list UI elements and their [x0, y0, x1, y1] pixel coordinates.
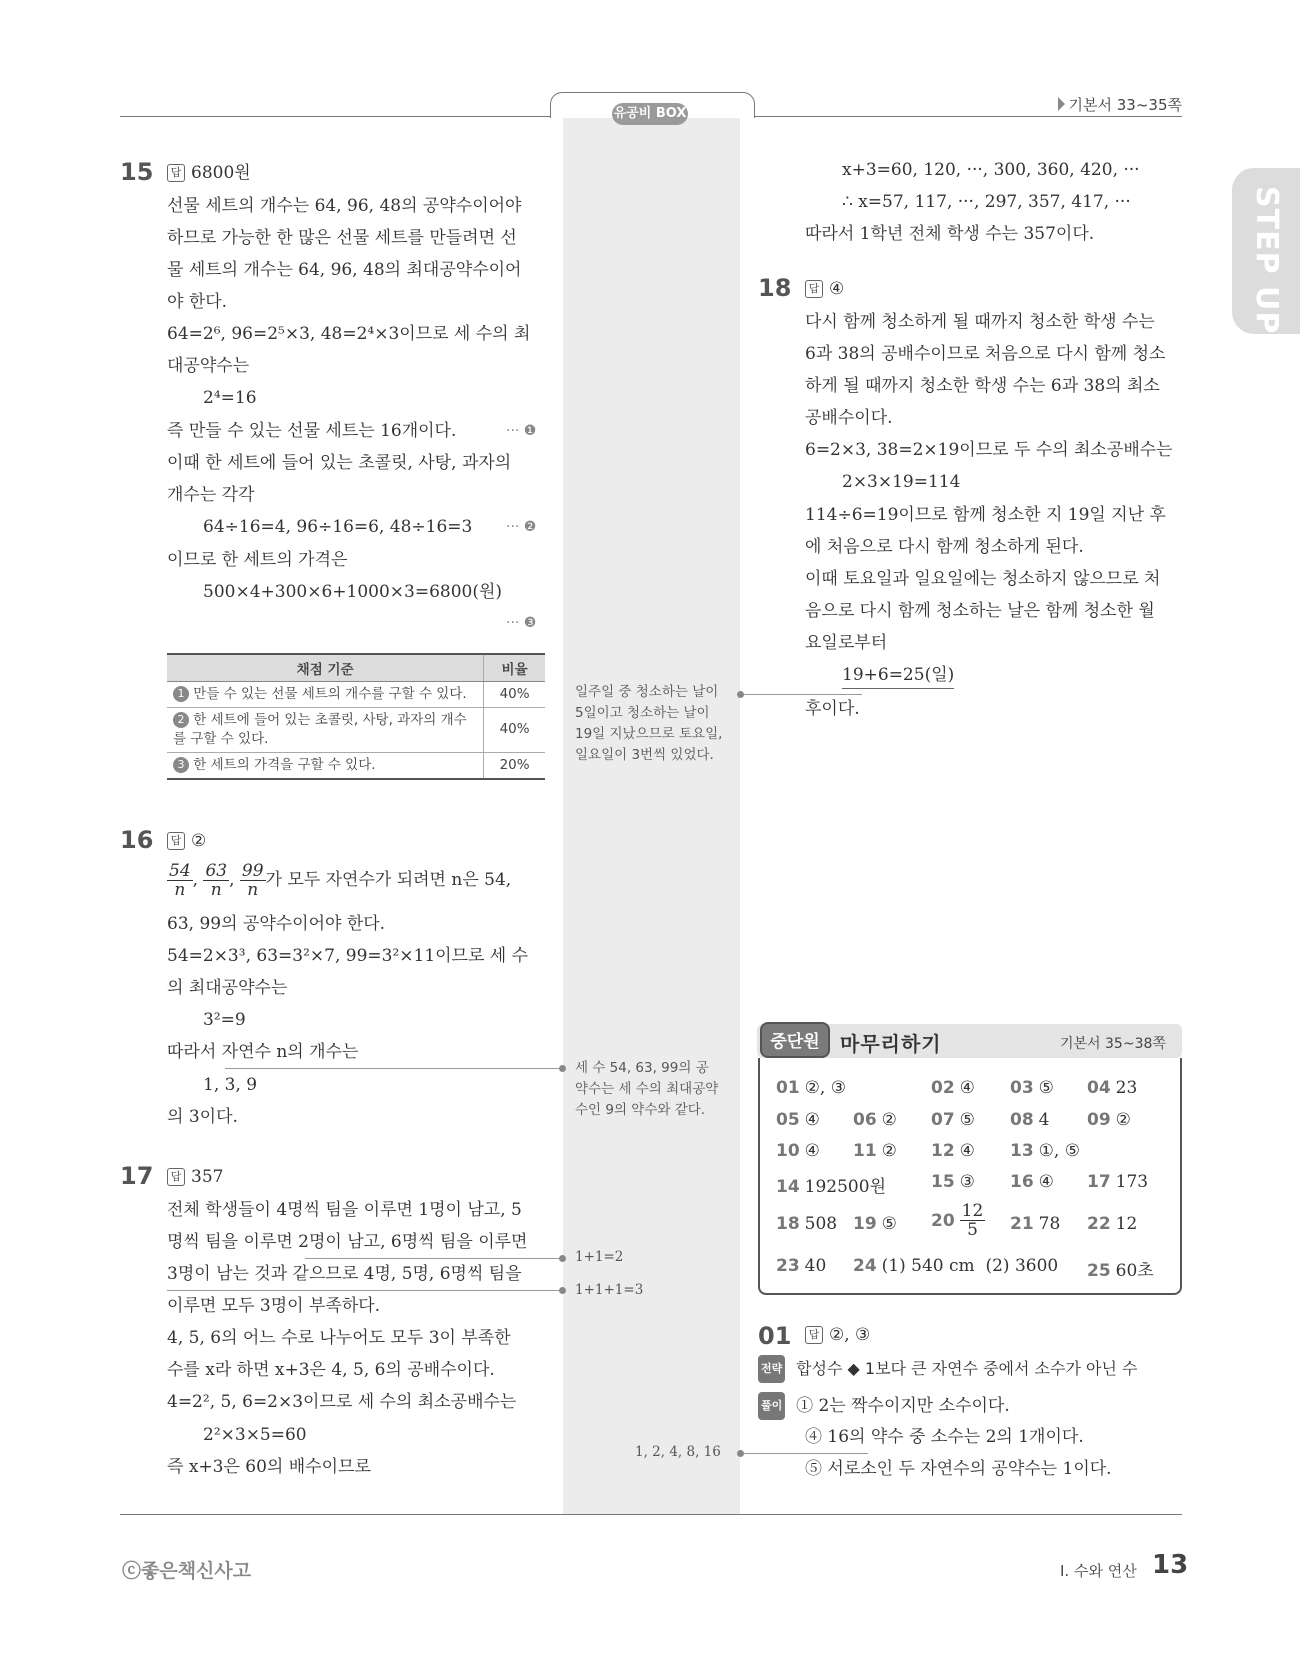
text-line: 명씩 팀을 이루면 2명이 남고, 6명씩 팀을 이루면 — [167, 1232, 528, 1252]
text-line: ⑤ 서로소인 두 자연수의 공약수는 1이다. — [805, 1459, 1112, 1479]
strategy-line — [758, 1355, 1137, 1383]
text-line: 즉 x+3은 60의 배수이므로 — [167, 1457, 371, 1477]
text-line: 요일로부터 — [805, 633, 888, 653]
answer-item: 18 508 — [776, 1214, 838, 1234]
fraction-numerator: 54 — [169, 861, 191, 881]
text-line: 이때 한 세트에 들어 있는 초콜릿, 사탕, 과자의 — [167, 453, 512, 473]
connector-line — [744, 694, 862, 695]
text-line: 후이다. — [805, 699, 860, 719]
strategy-tag: 전략 — [758, 1355, 785, 1383]
answer-item: 21 78 — [1010, 1214, 1061, 1234]
answer-item: 15 ③ — [931, 1172, 975, 1192]
answer-item: 22 12 — [1087, 1214, 1138, 1234]
side-note: 1, 2, 4, 8, 16 — [635, 1444, 721, 1460]
section-label: I. 수와 연산 — [1060, 1562, 1137, 1580]
footer-rule — [120, 1514, 1182, 1515]
table-cell: 40% — [484, 707, 545, 752]
equation-line: ∴ x=57, 117, ···, 297, 357, 417, ··· — [842, 192, 1131, 212]
side-note-line: 19일 지났으므로 토요일, — [575, 726, 723, 742]
connector-line — [225, 1068, 561, 1069]
answer-item: 02 ④ — [931, 1078, 975, 1098]
table-row — [167, 707, 545, 752]
text-line: 6과 38의 공배수이므로 처음으로 다시 함께 청소 — [805, 344, 1166, 364]
side-note — [575, 1058, 718, 1121]
answer-item: 08 4 — [1010, 1110, 1050, 1130]
text-line: 이루면 모두 3명이 부족하다. — [167, 1296, 381, 1316]
text-line: 개수는 각각 — [167, 485, 255, 505]
text-line: 이때 토요일과 일요일에는 청소하지 않으므로 처 — [805, 569, 1161, 589]
equation-line: 19+6=25(일) — [842, 662, 954, 689]
fraction-denominator: n — [210, 880, 222, 900]
fraction — [203, 862, 229, 899]
answer-line — [167, 1164, 223, 1190]
answer-item: 12 ④ — [931, 1141, 975, 1161]
text-line: 야 한다. — [167, 292, 228, 312]
answer-item: 23 40 — [776, 1256, 827, 1276]
step-3-icon: 3 — [173, 757, 189, 773]
side-note-line: 약수는 세 수의 최대공약 — [575, 1081, 719, 1097]
answer-item: 11 ② — [853, 1141, 897, 1161]
summary-title: 마무리하기 — [840, 1032, 942, 1056]
answer-item: 13 ①, ⑤ — [1010, 1141, 1080, 1161]
text-line: 따라서 자연수 n의 개수는 — [167, 1042, 359, 1062]
equation-line: 2×3×19=114 — [842, 472, 961, 492]
fraction-denominator: n — [247, 880, 259, 900]
answer-item: 24 (1) 540 cm (2) 3600 — [853, 1256, 1059, 1276]
answer-icon: 답 — [805, 1326, 823, 1344]
problem-number: 01 — [758, 1322, 792, 1350]
answer-item: 20 $\frac{12}{5}$ — [931, 1201, 984, 1240]
answer-value: 6800원 — [191, 163, 251, 183]
text-line: 따라서 1학년 전체 학생 수는 357이다. — [805, 224, 1095, 244]
answer-item: 07 ⑤ — [931, 1110, 975, 1130]
table-header-ratio: 비율 — [484, 654, 545, 681]
text-line: 하므로 가능한 한 많은 선물 세트를 만들려면 선 — [167, 228, 517, 248]
step-1-icon: 1 — [173, 686, 189, 702]
side-note: 1+1+1=3 — [575, 1282, 644, 1298]
step-marker: ··· ❸ — [506, 615, 537, 631]
connector-dot — [559, 1065, 566, 1072]
text-line: 공배수이다. — [805, 408, 893, 428]
answer-icon: 답 — [167, 1168, 185, 1186]
text-line: 음으로 다시 함께 청소하는 날은 함께 청소한 월 — [805, 601, 1155, 621]
step-marker: ··· ❶ — [506, 423, 537, 439]
side-note-line: 세 수 54, 63, 99의 공 — [575, 1060, 709, 1076]
equation-line: 3²=9 — [203, 1010, 246, 1030]
text-line: 54=2×3³, 63=3²×7, 99=3²×11이므로 세 수 — [167, 946, 529, 966]
text-line: 63, 99의 공약수이어야 한다. — [167, 914, 386, 934]
problem-number: 16 — [120, 826, 154, 854]
table-cell: 40% — [484, 681, 545, 707]
text-line: 4=2², 5, 6=2×3이므로 세 수의 최소공배수는 — [167, 1392, 517, 1412]
answer-value: 357 — [191, 1167, 224, 1187]
table-cell: 한 세트의 가격을 구할 수 있다. — [193, 756, 376, 773]
equation-line: 64÷16=4, 96÷16=6, 48÷16=3 — [203, 517, 473, 537]
page-number: 13 — [1152, 1550, 1189, 1580]
text-line: 에 처음으로 다시 함께 청소하게 된다. — [805, 537, 1084, 557]
equation-line: 2²×3×5=60 — [203, 1425, 307, 1445]
fraction-denominator: 5 — [967, 1220, 978, 1240]
text-line: ④ 16의 약수 중 소수는 2의 1개이다. — [805, 1427, 1084, 1447]
text-line: 64=2⁶, 96=2⁵×3, 48=2⁴×3이므로 세 수의 최 — [167, 324, 531, 344]
table-cell: 만들 수 있는 선물 세트의 개수를 구할 수 있다. — [193, 685, 467, 702]
text-line: 대공약수는 — [167, 356, 250, 376]
answer-item: 19 ⑤ — [853, 1214, 897, 1234]
solution-line — [758, 1392, 1010, 1420]
equation-line: 500×4+300×6+1000×3=6800(원) — [203, 582, 503, 602]
answer-item: 04 23 — [1087, 1078, 1138, 1098]
answer-icon: 답 — [805, 280, 823, 298]
answer-item: 06 ② — [853, 1110, 897, 1130]
answer-line — [805, 1322, 870, 1348]
header-reference — [1058, 94, 1182, 115]
table-cell: 20% — [484, 752, 545, 779]
answer-icon: 답 — [167, 832, 185, 850]
text-line: 하게 될 때까지 청소한 학생 수는 6과 38의 최소 — [805, 376, 1160, 396]
chevron-right-icon — [1058, 97, 1065, 111]
connector-dot — [559, 1287, 566, 1294]
text-span: ① 2는 짝수이지만 소수이다. — [796, 1396, 1010, 1416]
answer-line — [167, 828, 206, 854]
problem-number: 15 — [120, 158, 154, 186]
connector-line — [744, 1453, 868, 1454]
text-line: 의 3이다. — [167, 1107, 238, 1127]
fraction-numerator: 63 — [205, 861, 228, 881]
connector-dot — [559, 1255, 566, 1262]
side-note-line: 일요일이 3번씩 있었다. — [575, 747, 714, 763]
text-line: 즉 만들 수 있는 선물 세트는 16개이다. — [167, 421, 457, 441]
grading-table — [167, 653, 545, 780]
connector-dot — [737, 1450, 744, 1457]
answer-value: ②, ③ — [829, 1325, 871, 1345]
side-note-line: 5일이고 청소하는 날이 — [575, 705, 710, 721]
text-line: 이므로 한 세트의 가격은 — [167, 550, 348, 570]
fraction-denominator: n — [174, 880, 186, 900]
text-line: 114÷6=19이므로 함께 청소한 지 19일 지난 후 — [805, 505, 1166, 525]
table-header-criteria: 채점 기준 — [167, 654, 484, 681]
connector-line — [305, 1258, 561, 1259]
table-row — [167, 681, 545, 707]
text-line: 3명이 남는 것과 같으므로 4명, 5명, 6명씩 팀을 — [167, 1264, 522, 1284]
box-label: 유공비 BOX — [612, 103, 688, 125]
text-line: 물 세트의 개수는 64, 96, 48의 최대공약수이어 — [167, 260, 522, 280]
connector-line — [167, 1290, 561, 1291]
step-up-label: STEP UP — [1249, 186, 1284, 335]
connector-dot — [737, 691, 744, 698]
fraction-numerator: 99 — [241, 861, 264, 881]
text-line: 의 최대공약수는 — [167, 978, 288, 998]
summary-badge: 중단원 — [760, 1022, 830, 1058]
fraction-numerator: 12 — [961, 1201, 984, 1221]
strategy-text: 합성수 ◆ 1보다 큰 자연수 중에서 소수가 아닌 수 — [796, 1359, 1138, 1378]
side-note-line: 일주일 중 청소하는 날이 — [575, 684, 719, 700]
table-cell: 한 세트에 들어 있는 초콜릿, 사탕, 과자의 개수를 구할 수 있다. — [173, 711, 467, 747]
answer-item: 16 ④ — [1010, 1172, 1054, 1192]
equation-line: x+3=60, 120, ···, 300, 360, 420, ··· — [842, 160, 1140, 180]
side-note-column — [563, 118, 740, 1514]
text-line: 4, 5, 6의 어느 수로 나누어도 모두 3이 부족한 — [167, 1328, 511, 1348]
text-line: 선물 세트의 개수는 64, 96, 48의 공약수이어야 — [167, 196, 522, 216]
text-span: 가 모두 자연수가 되려면 n은 54, — [265, 870, 512, 890]
text-line: 전체 학생들이 4명씩 팀을 이루면 1명이 남고, 5 — [167, 1200, 522, 1220]
answer-item: 01 ②, ③ — [776, 1078, 846, 1098]
problem-number: 18 — [758, 274, 792, 302]
equation-line: 2⁴=16 — [203, 388, 257, 408]
answer-item: 05 ④ — [776, 1110, 820, 1130]
fraction — [240, 862, 266, 899]
solution-tag: 풀이 — [758, 1392, 785, 1420]
answer-item: 25 60초 — [1087, 1261, 1154, 1281]
side-note: 1+1=2 — [575, 1249, 624, 1265]
equation-line: 1, 3, 9 — [203, 1075, 258, 1095]
answer-item: 10 ④ — [776, 1141, 820, 1161]
step-marker: ··· ❷ — [506, 519, 537, 535]
answer-line — [167, 160, 251, 186]
header-rule-left — [120, 116, 552, 117]
answer-item: 14 192500원 — [776, 1177, 886, 1197]
table-row — [167, 752, 545, 779]
text-line: 다시 함께 청소하게 될 때까지 청소한 학생 수는 — [805, 312, 1155, 332]
text-line: 6=2×3, 38=2×19이므로 두 수의 최소공배수는 — [805, 440, 1173, 460]
answer-item: 17 173 — [1087, 1172, 1149, 1192]
answer-value: ④ — [829, 279, 845, 299]
fraction — [167, 862, 193, 899]
answer-line — [805, 276, 844, 302]
problem-number: 17 — [120, 1162, 154, 1190]
answer-value: ② — [191, 831, 207, 851]
text-line: 수를 x라 하면 x+3은 4, 5, 6의 공배수이다. — [167, 1360, 495, 1380]
answer-item: 09 ② — [1087, 1110, 1131, 1130]
step-2-icon: 2 — [173, 712, 189, 728]
summary-reference: 기본서 35~38쪽 — [1060, 1036, 1166, 1052]
fraction-line: $\frac{54}{n}$ , $\frac{63}{n}$ , $\frac{99}{n}$ 가 모두 자연수가 되려면 n은 54, — [169, 861, 512, 900]
answer-item: 03 ⑤ — [1010, 1078, 1054, 1098]
header-reference-text: 기본서 33~35쪽 — [1068, 96, 1182, 114]
header-rule-right — [752, 116, 1182, 117]
publisher-logo: ⓒ좋은책신사고 — [122, 1560, 252, 1582]
side-note-line: 수인 9의 약수와 같다. — [575, 1102, 706, 1118]
answer-icon: 답 — [167, 164, 185, 182]
side-note — [575, 682, 722, 766]
